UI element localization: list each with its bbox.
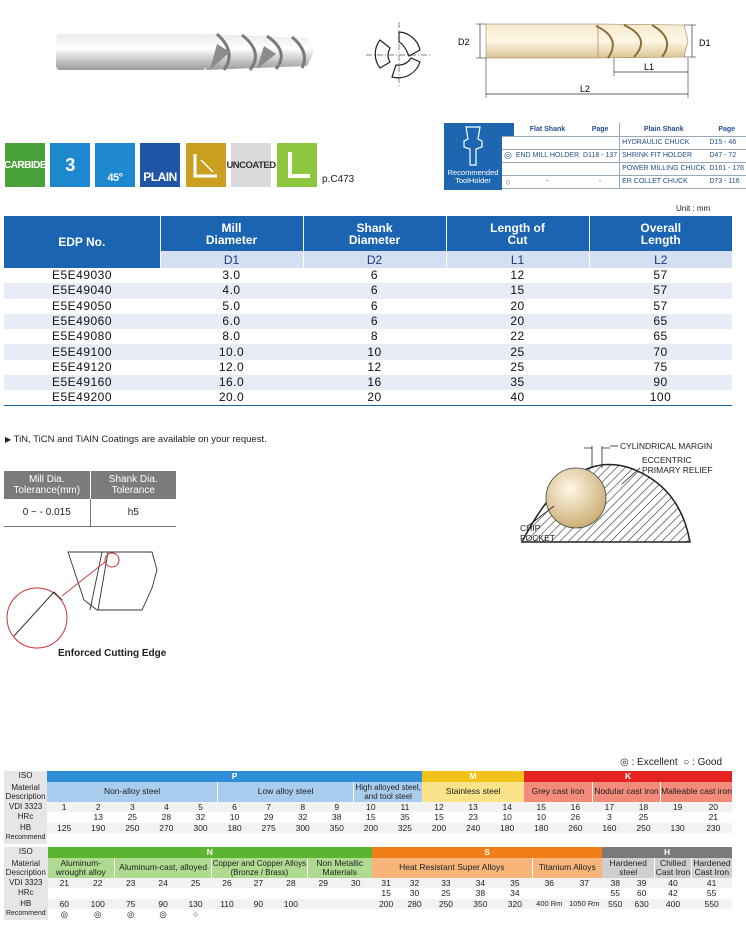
table-row[interactable]: E5E49030 3.0 6 12 57 <box>4 268 732 283</box>
tolerance-shank-header: Shank Dia. Tolerance <box>90 471 176 499</box>
uncoated-icon: UNCOATED <box>231 143 271 187</box>
label-d1: D1 <box>699 38 711 48</box>
plain-shank-icon: PLAIN <box>140 143 180 187</box>
tolerance-mill-value: 0 ~ - 0.015 <box>4 499 90 526</box>
iso-h: H <box>602 847 732 858</box>
legend: ◎ : Excellent ○ : Good <box>620 757 723 768</box>
sub-d1: D1 <box>160 251 303 268</box>
iso-k: K <box>524 771 732 782</box>
recommend-mark: ◎ <box>94 909 102 920</box>
header-shank-dia: Shank Diameter <box>303 216 446 251</box>
table-row[interactable]: E5E49100 10.0 10 25 70 <box>4 344 732 359</box>
end-view-diagram <box>364 20 434 90</box>
tolerance-mill-header: Mill Dia. Tolerance(mm) <box>4 471 90 499</box>
table-row[interactable]: E5E49040 4.0 6 15 57 <box>4 283 732 298</box>
toolholder-label: Recommended ToolHolder <box>444 123 502 190</box>
material-table-bottom: ISO N S H Material Description Aluminum-wrought alloy Aluminum-cast, alloyed Copper and Copper Alloys (Bronze / Brass) Non Metallic Materials Heat Resistant Super Alloys Titanium Alloys Hardened steel Chilled Cast Iron Hardened Cast Iron VDI 3323 21 22 23 24 25 26 27 28 29 30 31 32 33 34 35 36 37 38 39 40 41 HRc 15 30 25 38 34 55 60 42 55 HB 60 100 75 90 130 110 90 100 200 280 250 350 320 400 Rm 1050 Rm 550 630 400 550 Recommend ◎ ◎ ◎ ◎ ○ <box>5 847 731 920</box>
arrow-right-icon: ▶ <box>5 435 12 444</box>
flutes-icon: 3 <box>50 143 90 187</box>
label-cylindrical-margin: CYLINDRICAL MARGIN <box>620 441 713 451</box>
excellent-mark-icon: ◎ <box>504 150 512 160</box>
coating-note: ▶ TiN, TiCN and TiAIN Coatings are available on your request. <box>5 434 267 445</box>
table-row[interactable]: E5E49120 12.0 12 25 75 <box>4 360 732 375</box>
holder-er-collet[interactable]: ER COLLET CHUCK <box>620 175 708 188</box>
header-edp: EDP No. <box>4 216 160 268</box>
iso-m: M <box>422 771 524 782</box>
end-mill-image <box>52 24 322 80</box>
table-row[interactable]: E5E49050 5.0 6 20 57 <box>4 299 732 314</box>
iso-p: P <box>47 771 422 782</box>
table-row[interactable]: E5E49160 16.0 16 35 90 <box>4 375 732 390</box>
recommend-mark: ◎ <box>126 909 135 920</box>
toolholder-icon <box>458 125 488 167</box>
enforced-edge-label: Enforced Cutting Edge <box>58 648 167 659</box>
recommend-mark: ◎ <box>159 909 167 920</box>
recommend-mark: ○ <box>192 909 199 920</box>
recommend-mark: ◎ <box>60 909 68 920</box>
holder-end-mill[interactable]: END MILL HOLDER <box>514 149 581 162</box>
good-mark-icon: ○ <box>502 175 514 188</box>
dimension-drawing <box>456 14 736 106</box>
holder-power-milling[interactable]: POWER MILLING CHUCK <box>620 162 708 175</box>
product-table <box>4 216 732 406</box>
holder-hydraulic[interactable]: HYDRAULIC CHUCK <box>620 136 708 149</box>
iso-n: N <box>48 847 372 858</box>
header-mill-dia: Mill Diameter <box>160 216 303 251</box>
tolerance-shank-value: h5 <box>90 499 176 526</box>
label-chip-pocket: CHIP POCKET <box>520 523 555 543</box>
unit-label: Unit : mm <box>676 204 711 213</box>
holder-shrink-fit[interactable]: SHRINK FIT HOLDER <box>620 149 708 162</box>
recommended-toolholder: Recommended ToolHolder Flat Shank Page Plain Shank Page HYDRAULIC CHUCK D15 - 46 ◎ END MILL HOLDER D118 - 137 SHRINK FIT HOLDER D47 - 72 POWER MILLING CHUCK D161 - 176 ○ - - ER COLLET CHUCK D73 - 116 <box>444 123 734 190</box>
corner-icon <box>186 143 226 187</box>
header-loc: Length of Cut <box>446 216 589 251</box>
carbide-icon: CARBIDE <box>5 143 45 187</box>
table-row[interactable]: E5E49060 6.0 6 20 65 <box>4 314 732 329</box>
square-end-icon <box>277 143 317 187</box>
tolerance-table <box>4 471 176 527</box>
sub-l1: L1 <box>446 251 589 268</box>
label-d2: D2 <box>458 37 470 47</box>
sub-l2: L2 <box>589 251 732 268</box>
sub-d2: D2 <box>303 251 446 268</box>
cutting-edge-illustration <box>2 540 177 645</box>
label-l2: L2 <box>580 84 591 94</box>
label-eccentric-relief: ECCENTRIC PRIMARY RELIEF <box>642 455 713 475</box>
material-table-top: ISO P M K Material Description Non-alloy steel Low alloy steel High alloyed steel, and tool steel Stainless steel Grey cast iron Nodular cast iron Malleable cast iron VDI 3323 1 2 3 4 5 6 7 8 9 10 11 12 13 14 15 16 17 18 19 20 HRc 13 25 28 32 10 29 32 38 15 35 15 23 10 10 26 3 25 21 HB 125 190 250 270 300 180 275 300 350 200 325 200 240 180 180 260 160 250 130 230 Recommend <box>4 771 732 844</box>
helix-angle-icon: 45° <box>95 143 135 187</box>
table-row[interactable]: E5E49200 20.0 20 40 100 <box>4 390 732 406</box>
table-row[interactable]: E5E49080 8.0 8 22 65 <box>4 329 732 344</box>
page-reference[interactable]: p.C473 <box>322 174 355 185</box>
label-l1: L1 <box>644 62 655 72</box>
header-oal: Overall Length <box>589 216 732 251</box>
iso-s: S <box>372 847 602 858</box>
